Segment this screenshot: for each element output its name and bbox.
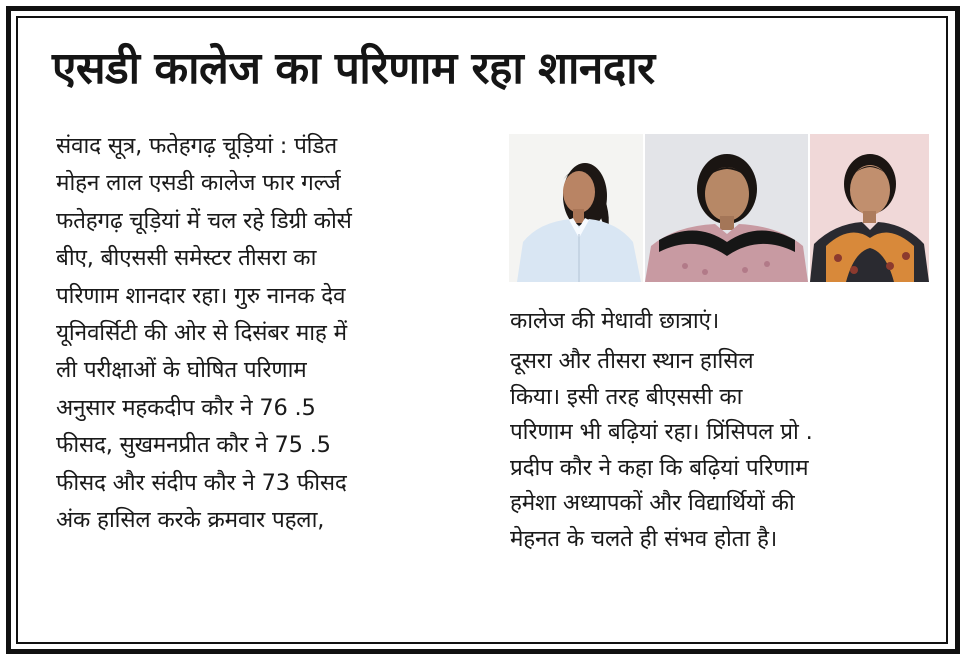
body-line: परिणाम भी बढ़ियां रहा। प्रिंसिपल प्रो .	[510, 419, 813, 445]
body-line: यूनिवर्सिटी की ओर से दिसंबर माह में	[56, 320, 347, 347]
body-line: बीए, बीएससी समेस्टर तीसरा का	[56, 245, 317, 272]
left-column	[56, 128, 486, 539]
body-line: फीसद और संदीप कौर ने 73 फीसद	[56, 469, 347, 496]
body-line: मेहनत के चलते ही संभव होता है।	[510, 525, 778, 552]
body-line: अनुसार महकदीप कौर ने 76 .5	[56, 394, 316, 421]
body-line: फतेहगढ़ चूड़ियां में चल रहे डिग्री कोर्स	[56, 207, 352, 234]
body-line: दूसरा और तीसरा स्थान हासिल	[510, 348, 754, 374]
body-line: प्रदीप कौर ने कहा कि बढ़ियां परिणाम	[510, 454, 809, 481]
photo-caption: कालेज की मेधावी छात्राएं।	[510, 308, 720, 334]
student-photo-1	[509, 134, 643, 282]
right-column	[510, 344, 930, 557]
body-line: मोहन लाल एसडी कालेज फार गर्ल्ज	[56, 170, 341, 197]
body-line: हमेशा अध्यापकों और विद्यार्थियों की	[510, 490, 795, 516]
body-line: परिणाम शानदार रहा। गुरु नानक देव	[56, 282, 346, 309]
student-photo-3	[810, 134, 929, 282]
body-line: फीसद, सुखमनप्रीत कौर ने 75 .5	[56, 432, 331, 459]
student-photo-2	[645, 134, 808, 282]
body-line: ली परीक्षाओं के घोषित परिणाम	[56, 357, 307, 384]
student-photos	[509, 134, 929, 282]
body-line: किया। इसी तरह बीएससी का	[510, 383, 743, 410]
body-line: संवाद सूत्र, फतेहगढ़ चूड़ियां : पंडित	[56, 133, 337, 159]
body-line: अंक हासिल करके क्रमवार पहला,	[56, 507, 325, 534]
headline: एसडी कालेज का परिणाम रहा शानदार	[52, 43, 655, 94]
